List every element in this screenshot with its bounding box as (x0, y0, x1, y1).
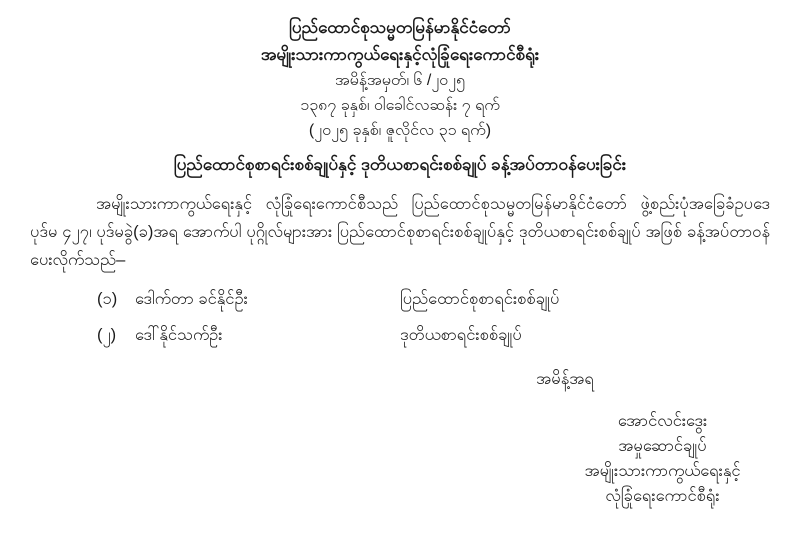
date-myanmar-era: ၁၃၈၇ ခုနှစ်၊ ဝါခေါင်လဆန်း ၇ ရက် (300, 97, 500, 114)
appointment-list (97, 288, 800, 346)
order-subject-title: ပြည်ထောင်စုစာရင်းစစ်ချုပ်နှင့် ဒုတိယစာရင်းစစ်ချုပ် ခန့်အပ်တာဝန်ပေးခြင်း (173, 155, 627, 174)
order-number: အမိန့်အမှတ်၊ ၆ /၂၀၂၅ (334, 72, 466, 89)
signatory-org-line2: လုံခြုံရေးကောင်စီရုံး (605, 487, 720, 505)
list-item (97, 324, 800, 346)
appointee-position: ပြည်ထောင်စုစာရင်းစစ်ချုပ် (400, 290, 560, 308)
body-paragraph: အမျိုးသားကာကွယ်ရေးနှင့် လုံခြုံရေးကောင်စီသည် ပြည်ထောင်စုသမ္မတမြန်မာနိုင်ငံတော် ဖွဲ့စည်းပုံအခြေခံဥပဒေပုဒ်မ ၄၂၇၊ ပုဒ်မခွဲ(ခ)အရ အောက်ပါ ပုဂ္ဂိုလ်များအား ပြည်ထောင်စုစာရင်းစစ်ချုပ်နှင့် ဒုတိယစာရင်းစစ်ချုပ် အဖြစ် ခန့်အပ်တာဝန်ပေးလိုက်သည်– (30, 195, 770, 269)
by-order-label: အမိန့်အရ (536, 370, 594, 388)
appointee-name: ဒေါက်တာ ခင်နိုင်ဦး (135, 290, 248, 308)
state-title: ပြည်ထောင်စုသမ္မတမြန်မာနိုင်ငံတော် (289, 18, 511, 37)
signatory-org-line1: အမျိုးသားကာကွယ်ရေးနှင့် (584, 462, 741, 480)
signatory-title: အမှုဆောင်ချုပ် (618, 437, 707, 455)
appointee-name: ဒေါ်နိုင်သက်ဦး (135, 326, 223, 344)
signatory-name: အောင်လင်းဒွေး (617, 412, 708, 430)
list-item (97, 288, 800, 310)
signature-block (535, 409, 790, 509)
appointee-position: ဒုတိယစာရင်းစစ်ချုပ် (400, 326, 522, 344)
date-gregorian: (၂၀၂၅ ခုနှစ်၊ ဇူလိုင်လ ၃၁ ရက်) (308, 122, 492, 139)
appointment-number: (၁) (97, 290, 118, 308)
office-title: အမျိုးသားကာကွယ်ရေးနှင့်လုံခြုံရေးကောင်စီရုံး (260, 45, 540, 64)
appointment-number: (၂) (97, 326, 117, 344)
